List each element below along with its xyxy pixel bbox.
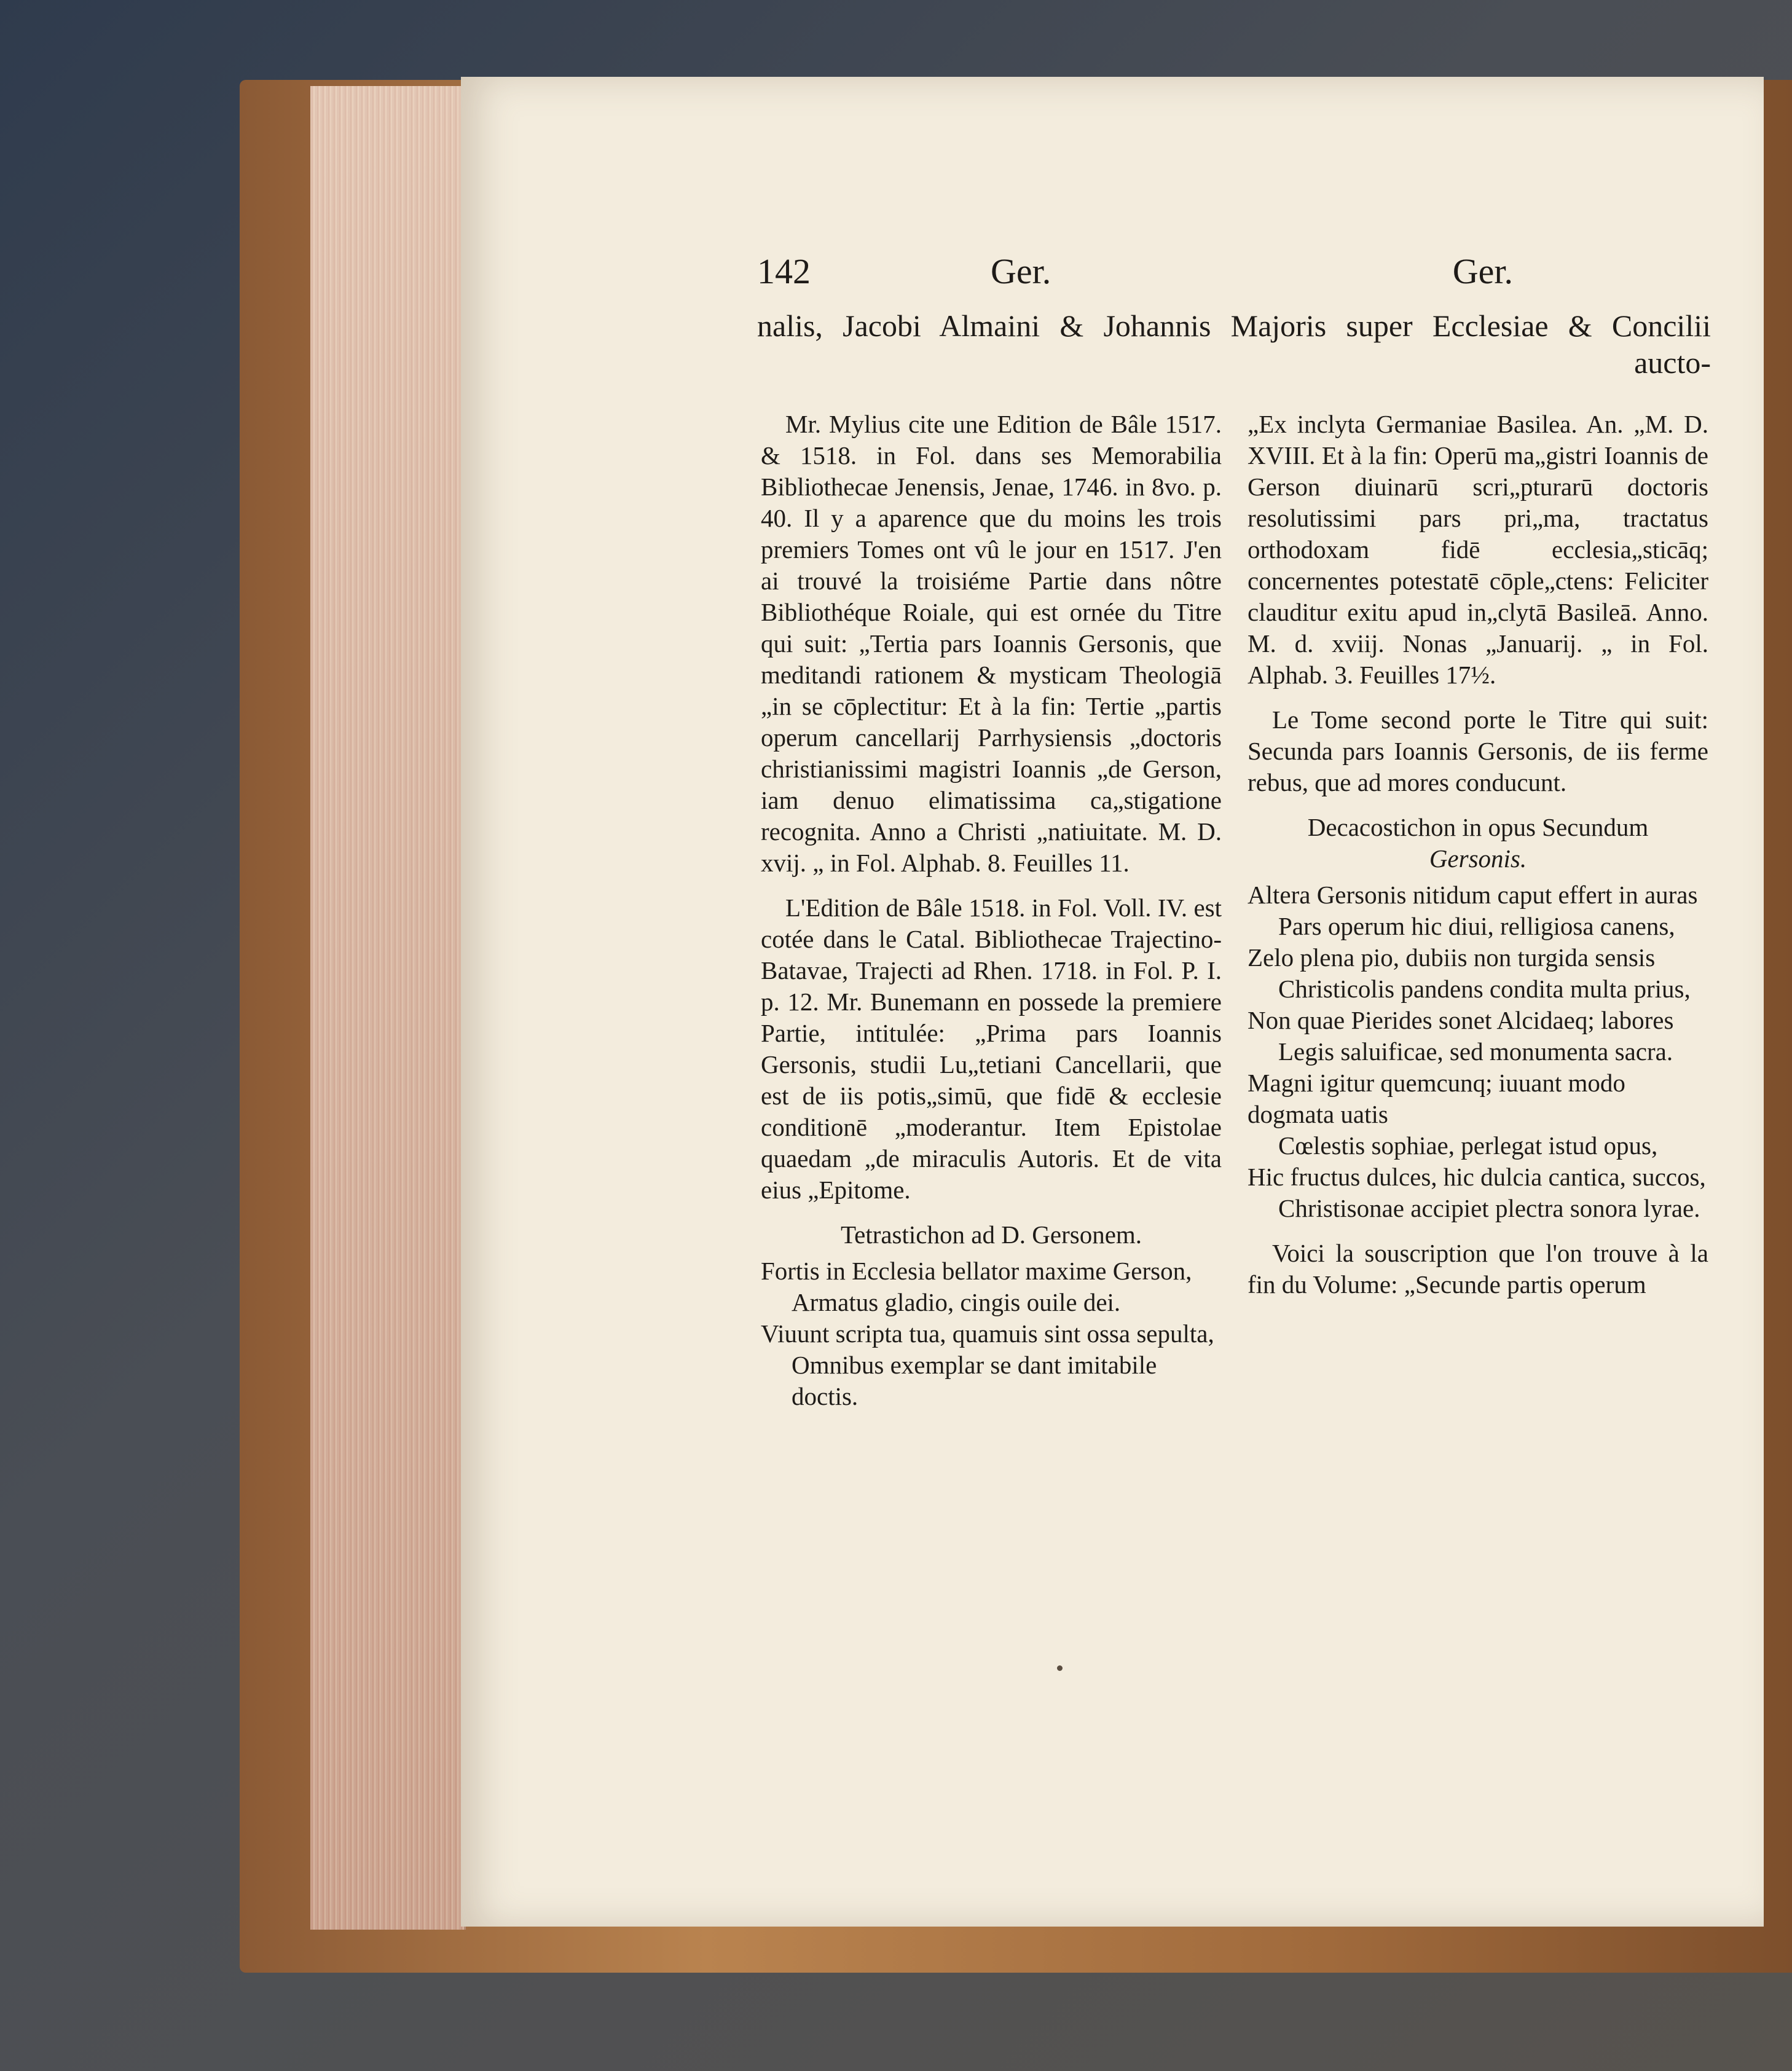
right-paragraph-3: Voici la souscription que l'on trouve à la fin du Volume: „Secunde partis operum: [1248, 1239, 1708, 1299]
verse-line: Pars operum hic diui, relligiosa canens,: [1278, 912, 1675, 940]
left-paragraph-1: Mr. Mylius cite une Edition de Bâle 1517. & 1518. in Fol. dans ses Memorabilia Bibliothecae Jenensis, Jenae, 1746. in 8vo. p. 40. Il y a aparence que du moins les trois premiers Tomes ont vû le jour en 1517. J'en ai trouvé la troisiéme Partie dans nôtre Bibliothéque Roiale, qui est ornée du Titre qui suit: „Tertia pars Ioannis Gersonis, que meditandi rationem & mysticam Theologiā „in se cōplectitur: Et à la fin: Tertie „partis operum cancellarij Parrhysiensis „doctoris christianissimi magistri Ioannis „de Gerson, iam denuo elimatissima ca„stigatione recognita. Anno a Christi „natiuitate. M. D. xvij. „ in Fol. Alphab. 8. Feuilles 11.: [761, 410, 1222, 877]
verse-line: Hic fructus dulces, hic dulcia cantica, succos,: [1248, 1163, 1706, 1191]
running-header: [757, 251, 1513, 294]
left-column: [761, 409, 1222, 1412]
verse-line: Omnibus exemplar se dant imitabile doctis.: [792, 1351, 1157, 1410]
right-column: [1248, 409, 1708, 1314]
right-paragraph-2: Le Tome second porte le Titre qui suit: Secunda pars Ioannis Gersonis, de iis ferme rebus, que ad mores conducunt.: [1248, 705, 1708, 796]
left-heading: Ger.: [991, 251, 1051, 291]
verse-line: Magni igitur quemcunq; iuuant modo dogmata uatis: [1248, 1069, 1625, 1128]
verse-line: Cœlestis sophiae, perlegat istud opus,: [1278, 1131, 1658, 1160]
verse-line: Christicolis pandens condita multa prius,: [1278, 975, 1691, 1003]
right-verse-title-2: Gersonis.: [1429, 844, 1527, 873]
page-block-edge: [310, 86, 466, 1930]
page-number: 142: [757, 251, 811, 291]
right-paragraph-1: „Ex inclyta Germaniae Basilea. An. „M. D. XVIII. Et à la fin: Operū ma„gistri Ioannis de Gerson diuinarū scri„pturarū doctoris resolutissimi pars pri„ma, tractatus orthodoxam fidē ecclesia„sticāq; concernentes potestatē cōple„ctens: Feliciter clauditur exitu apud in„clytā Basileā. Anno. M. d. xviij. Nonas „Januarij. „ in Fol. Alphab. 3. Feuilles 17½.: [1248, 410, 1708, 689]
verse-line: Christisonae accipiet plectra sonora lyrae.: [1278, 1194, 1700, 1222]
verse-line: Non quae Pierides sonet Alcidaeq; labores: [1248, 1006, 1674, 1034]
verse-line: Zelo plena pio, dubiis non turgida sensis: [1248, 943, 1656, 972]
continued-text: [757, 307, 1711, 381]
verse-line: Fortis in Ecclesia bellator maxime Gerson,: [761, 1257, 1192, 1285]
page-speck: [1057, 1665, 1063, 1671]
verse-line: Legis saluificae, sed monumenta sacra.: [1278, 1037, 1673, 1066]
right-verse-title: Decacostichon in opus Secundum: [1307, 813, 1649, 841]
verse-line: Viuunt scripta tua, quamuis sint ossa sepulta,: [761, 1319, 1214, 1348]
left-verse-title: Tetrastichon ad D. Gersonem.: [840, 1220, 1142, 1249]
continued-line-2: aucto-: [1634, 345, 1711, 380]
right-verse: [1248, 879, 1708, 1224]
right-heading: Ger.: [1452, 251, 1513, 291]
verse-line: Armatus gladio, cingis ouile dei.: [792, 1288, 1121, 1316]
continued-line-1: nalis, Jacobi Almaini & Johannis Majoris super Ecclesiae & Concilii: [757, 308, 1711, 343]
left-verse: [761, 1256, 1222, 1412]
left-paragraph-2: L'Edition de Bâle 1518. in Fol. Voll. IV. est cotée dans le Catal. Bibliothecae Trajectino-Batavae, Trajecti ad Rhen. 1718. in Fol. P. I. p. 12. Mr. Bunemann en possede la premiere Partie, intitulée: „Prima pars Ioannis Gersonis, studii Lu„tetiani Cancellarii, que est de iis potis„simū, que fidē & ecclesie conditionē „moderantur. Item Epistolae quaedam „de miraculis Autoris. Et de vita eius „Epitome.: [761, 894, 1222, 1204]
verse-line: Altera Gersonis nitidum caput effert in auras: [1248, 881, 1698, 909]
